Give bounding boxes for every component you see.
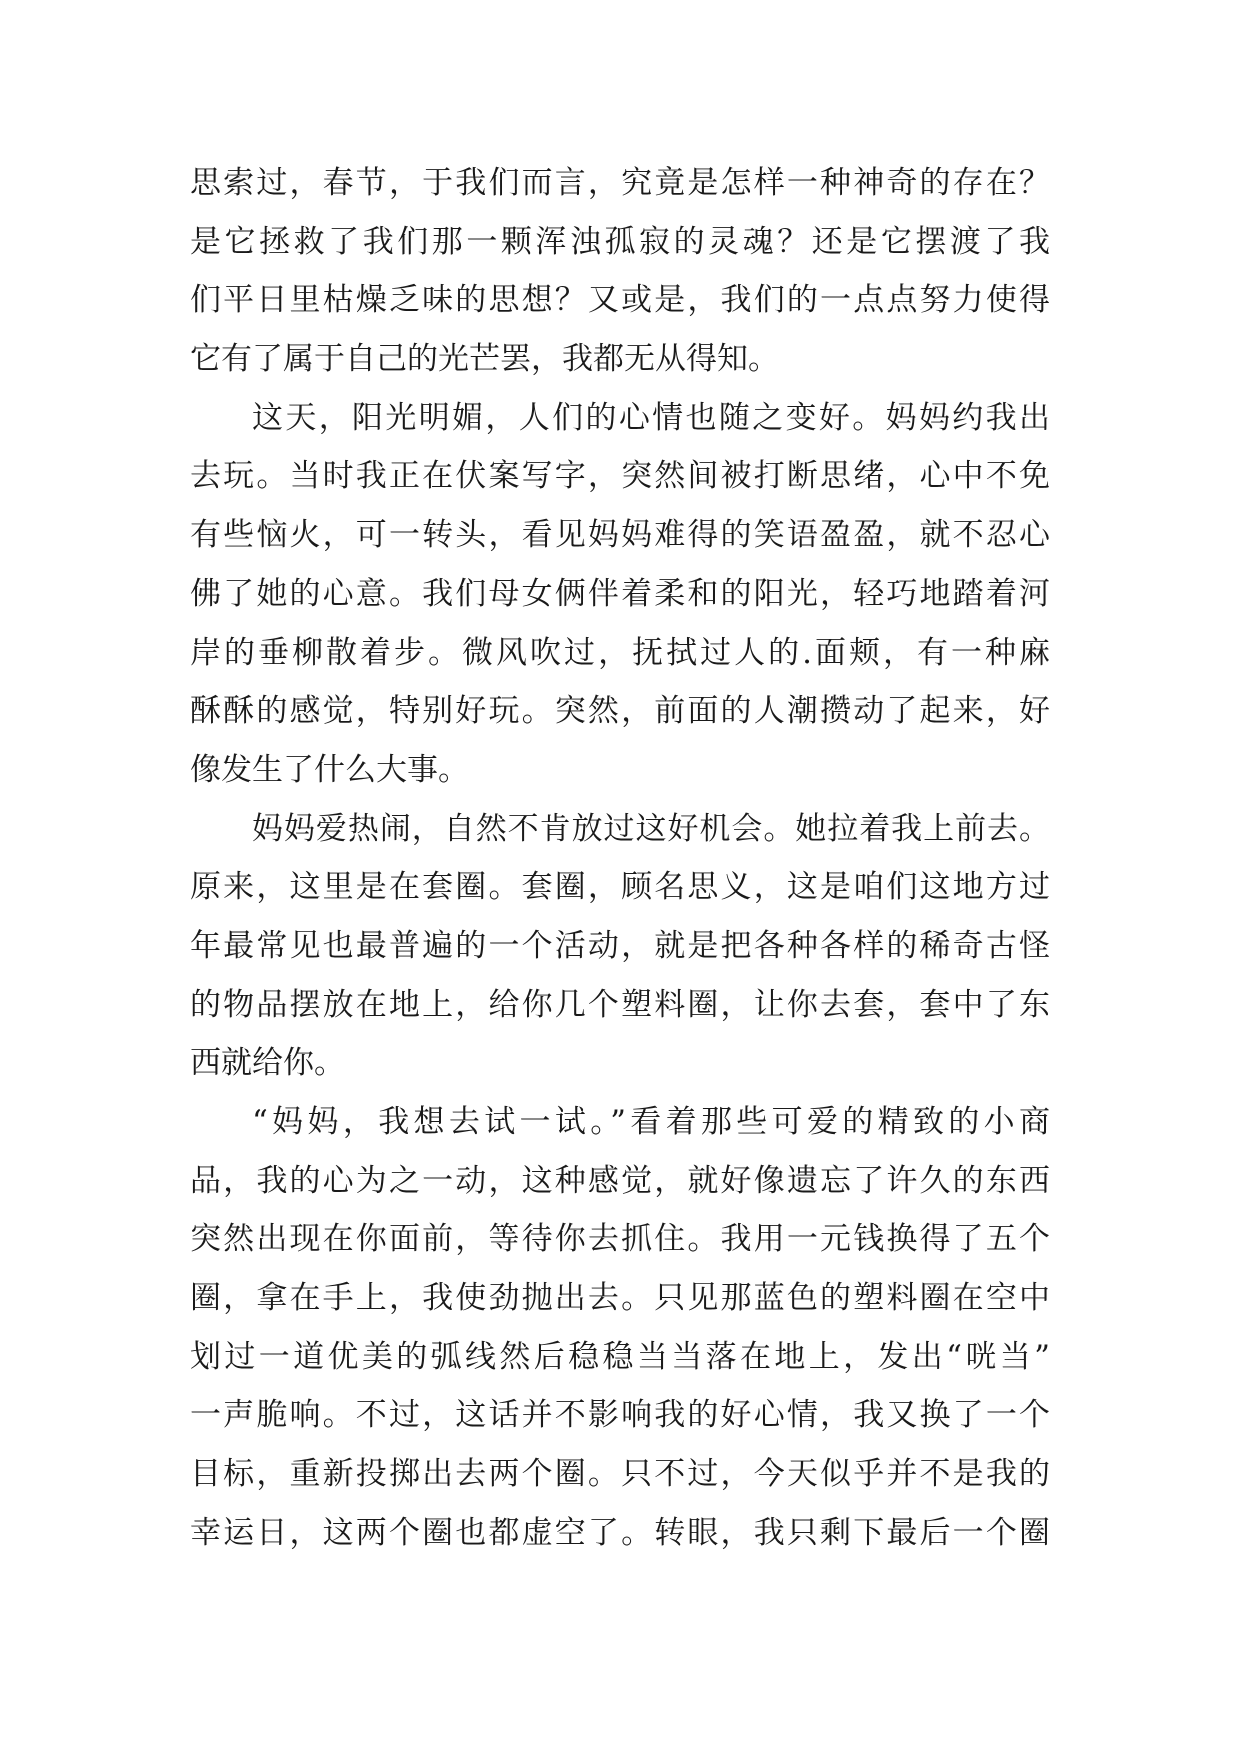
- text-line: 目标，重新投掷出去两个圈。只不过，今天似乎并不是我的: [190, 1456, 1050, 1493]
- text-line: 佛了她的心意。我们母女俩伴着柔和的阳光，轻巧地踏着河: [190, 575, 1050, 612]
- text-line: “妈妈，我想去试一试。”看着那些可爱的精致的小商: [252, 1104, 1050, 1140]
- text-line: 妈妈爱热闹，自然不肯放过这好机会。她拉着我上前去。: [252, 810, 1050, 847]
- text-line: 酥酥的感觉，特别好玩。突然，前面的人潮攒动了起来，好: [190, 693, 1050, 730]
- text-line: 突然出现在你面前，等待你去抓住。我用一元钱换得了五个: [190, 1221, 1050, 1258]
- text-line: 去玩。当时我正在伏案写字，突然间被打断思绪，心中不免: [190, 458, 1050, 495]
- text-line: 这天，阳光明媚，人们的心情也随之变好。妈妈约我出: [252, 399, 1050, 436]
- text-line: 品，我的心为之一动，这种感觉，就好像遗忘了许久的东西: [190, 1162, 1050, 1199]
- text-line: 像发生了什么大事。: [190, 751, 469, 788]
- text-line: 幸运日，这两个圈也都虚空了。转眼，我只剩下最后一个圈: [190, 1514, 1050, 1551]
- text-line: 年最常见也最普遍的一个活动，就是把各种各样的稀奇古怪: [190, 927, 1050, 964]
- body-text: [190, 154, 1050, 1563]
- text-line: 岸的垂柳散着步。微风吹过，抚拭过人的.面颊，有一种麻: [190, 634, 1050, 671]
- text-line: 有些恼火，可一转头，看见妈妈难得的笑语盈盈，就不忍心: [190, 517, 1050, 554]
- text-line: 圈，拿在手上，我使劲抛出去。只见那蓝色的塑料圈在空中: [190, 1280, 1050, 1317]
- text-line: 们平日里枯燥乏味的思想？又或是，我们的一点点努力使得: [190, 282, 1050, 319]
- text-line: 一声脆响。不过，这话并不影响我的好心情，我又换了一个: [190, 1397, 1050, 1434]
- text-line: 思索过，春节，于我们而言，究竟是怎样一种神奇的存在？: [190, 165, 1050, 201]
- text-line: 它有了属于自己的光芒罢，我都无从得知。: [190, 341, 779, 378]
- text-line: 是它拯救了我们那一颗浑浊孤寂的灵魂？还是它摆渡了我: [190, 223, 1050, 260]
- text-line: 原来，这里是在套圈。套圈，顾名思义，这是咱们这地方过: [190, 869, 1050, 906]
- text-line: 西就给你。: [190, 1045, 345, 1082]
- text-line: 的物品摆放在地上，给你几个塑料圈，让你去套，套中了东: [190, 986, 1050, 1023]
- text-line: 划过一道优美的弧线然后稳稳当当落在地上，发出“咣当”: [190, 1338, 1050, 1375]
